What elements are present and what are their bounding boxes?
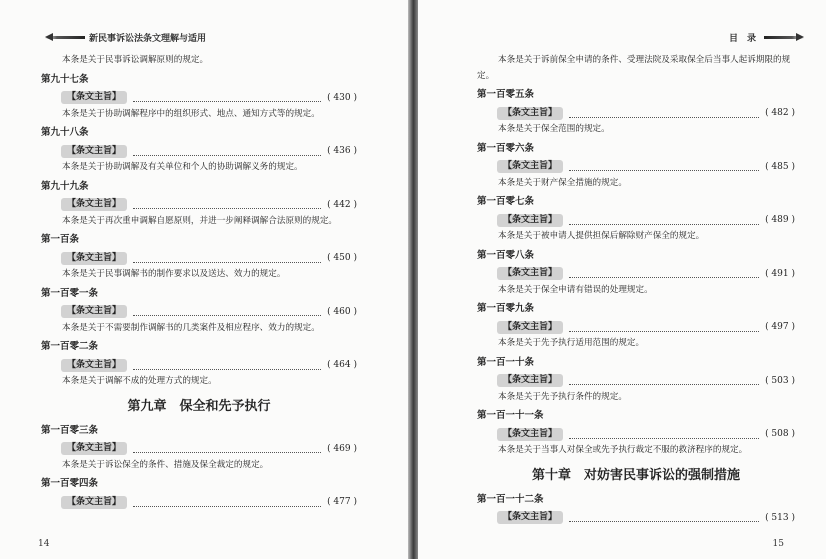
dot-leader — [569, 323, 759, 332]
dot-leader — [133, 307, 321, 316]
page-reference: ( 485 ) — [765, 161, 795, 172]
article-number: 第九十七条 — [41, 73, 89, 85]
article-gist-tag: 【条文主旨】 — [61, 91, 127, 104]
entry-description: 本条是关于协助调解程序中的组织形式、地点、通知方式等的规定。 — [62, 108, 320, 119]
dot-leader — [569, 162, 759, 171]
page-reference: ( 430 ) — [327, 92, 357, 103]
toc-row — [61, 249, 357, 267]
toc-entry — [477, 491, 795, 527]
article-gist-tag: 【条文主旨】 — [497, 511, 563, 524]
toc-row — [61, 356, 357, 374]
dot-leader — [569, 430, 759, 439]
dot-leader — [133, 147, 321, 156]
toc-row — [61, 89, 357, 107]
article-number: 第九十八条 — [41, 127, 89, 138]
page-reference: ( 491 ) — [765, 268, 795, 279]
page-reference: ( 503 ) — [765, 375, 795, 386]
running-head — [729, 31, 804, 44]
article-number: 第一百零一条 — [41, 287, 99, 299]
page-reference: ( 513 ) — [765, 512, 795, 523]
chapter-heading: 第九章 保全和先予执行 — [127, 398, 271, 414]
dot-leader — [133, 93, 321, 102]
dot-leader — [569, 109, 759, 118]
toc-row — [497, 265, 795, 283]
article-gist-tag: 【条文主旨】 — [497, 321, 563, 334]
toc-entry — [41, 475, 357, 511]
toc-row — [497, 425, 795, 443]
page-number: 15 — [772, 539, 784, 549]
entry-description: 本条是关于协助调解及有关单位和个人的协助调解义务的规定。 — [62, 162, 303, 172]
toc-row — [61, 303, 357, 321]
page-reference: ( 464 ) — [327, 360, 357, 370]
toc-entry — [41, 178, 357, 230]
toc-entry — [41, 422, 357, 474]
page-reference: ( 489 ) — [765, 215, 795, 225]
toc-entry — [477, 247, 795, 299]
article-gist-tag: 【条文主旨】 — [497, 214, 563, 227]
page-reference: ( 450 ) — [327, 253, 357, 263]
page-reference: ( 482 ) — [765, 108, 795, 118]
toc-entry — [477, 140, 795, 192]
dot-leader — [569, 269, 759, 278]
article-number: 第一百一十二条 — [477, 493, 544, 505]
dot-leader — [133, 444, 321, 453]
running-head — [45, 31, 206, 44]
arrow-right-icon — [764, 36, 804, 39]
toc-entry — [41, 124, 357, 176]
running-head-title: 目 录 — [728, 34, 756, 44]
left-page — [0, 0, 408, 559]
entry-description: 本条是关于保全申请有错误的处理规定。 — [498, 284, 653, 295]
page-reference: ( 508 ) — [765, 429, 795, 439]
toc-row — [497, 158, 795, 176]
article-gist-tag: 【条文主旨】 — [61, 145, 127, 158]
entry-description: 本条是关于不需要制作调解书的几类案件及相应程序、效力的规定。 — [62, 322, 320, 333]
article-gist-tag: 【条文主旨】 — [61, 305, 127, 318]
toc-row — [61, 142, 357, 160]
entry-description: 本条是关于民事调解书的制作要求以及送达、效力的规定。 — [62, 269, 286, 279]
toc-entry — [41, 71, 357, 123]
toc-entry — [477, 300, 795, 352]
article-number: 第九十九条 — [41, 180, 89, 192]
toc-row — [497, 211, 795, 229]
entry-description: 本条是关于被申请人提供担保后解除财产保全的规定。 — [498, 231, 705, 241]
page-reference: ( 442 ) — [327, 199, 357, 210]
dot-leader — [133, 498, 321, 507]
entry-description: 本条是关于先予执行条件的规定。 — [498, 391, 627, 402]
toc-row — [61, 196, 357, 214]
dot-leader — [569, 376, 759, 385]
article-number: 第一百一十一条 — [477, 410, 544, 421]
entry-description: 本条是关于调解不成的处理方式的规定。 — [62, 376, 217, 386]
toc-entry — [41, 231, 357, 283]
toc-row — [497, 509, 795, 527]
article-number: 第一百零二条 — [41, 341, 99, 352]
entry-description: 本条是关于保全范围的规定。 — [498, 124, 610, 134]
entry-description: 本条是关于当事人对保全或先予执行裁定不服的救济程序的规定。 — [498, 445, 748, 455]
article-gist-tag: 【条文主旨】 — [497, 374, 563, 387]
toc-row — [497, 318, 795, 336]
article-gist-tag: 【条文主旨】 — [497, 428, 563, 441]
toc-entry — [41, 338, 357, 390]
page-reference: ( 477 ) — [327, 497, 357, 507]
toc-content — [41, 53, 357, 511]
article-gist-tag: 【条文主旨】 — [497, 160, 563, 173]
article-gist-tag: 【条文主旨】 — [61, 198, 127, 211]
chapter-heading: 第十章 对妨害民事诉讼的强制措施 — [531, 467, 740, 483]
toc-entry — [477, 86, 795, 138]
page-reference: ( 469 ) — [327, 443, 357, 454]
article-gist-tag: 【条文主旨】 — [61, 252, 127, 265]
article-number: 第一百一十条 — [477, 356, 535, 368]
running-head-title: 新民事诉讼法条文理解与适用 — [89, 34, 207, 44]
article-gist-tag: 【条文主旨】 — [497, 267, 563, 280]
book-gutter — [408, 0, 418, 559]
dot-leader — [569, 216, 759, 225]
article-gist-tag: 【条文主旨】 — [61, 359, 127, 372]
article-number: 第一百零六条 — [477, 142, 535, 154]
article-number: 第一百零四条 — [41, 478, 99, 489]
entry-description: 本条是关于先予执行适用范围的规定。 — [498, 338, 645, 348]
toc-entry — [477, 407, 795, 459]
toc-entry — [477, 193, 795, 245]
article-number: 第一百条 — [41, 234, 80, 245]
article-number: 第一百零七条 — [477, 196, 535, 207]
right-page — [418, 0, 826, 559]
arrow-left-icon — [45, 36, 85, 39]
article-gist-tag: 【条文主旨】 — [61, 496, 127, 509]
article-number: 第一百零九条 — [477, 303, 535, 314]
toc-entry — [477, 354, 795, 406]
entry-description: 本条是关于财产保全措施的规定。 — [498, 177, 627, 188]
entry-description: 本条是关于诉前保全申请的条件、受理法院及采取保全后当事人起诉期限的规定。 — [477, 55, 791, 81]
page-reference: ( 460 ) — [327, 306, 357, 317]
page-number: 14 — [38, 539, 50, 549]
toc-content — [477, 53, 795, 527]
toc-entry — [41, 285, 357, 337]
dot-leader — [133, 361, 321, 370]
toc-row — [61, 493, 357, 511]
toc-row — [497, 372, 795, 390]
toc-row — [61, 440, 357, 458]
article-gist-tag: 【条文主旨】 — [497, 107, 563, 120]
article-number: 第一百零五条 — [477, 89, 535, 100]
page-reference: ( 497 ) — [765, 322, 795, 332]
article-gist-tag: 【条文主旨】 — [61, 442, 127, 455]
entry-description: 本条是关于再次重申调解自愿原则，并进一步阐释调解合法原则的规定。 — [62, 215, 338, 226]
dot-leader — [133, 254, 321, 263]
entry-description: 本条是关于诉讼保全的条件、措施及保全裁定的规定。 — [62, 459, 269, 470]
dot-leader — [133, 200, 321, 209]
article-number: 第一百零八条 — [477, 249, 535, 261]
page-reference: ( 436 ) — [327, 146, 357, 156]
entry-description: 本条是关于民事诉讼调解原则的规定。 — [62, 55, 209, 65]
article-number: 第一百零三条 — [41, 424, 99, 436]
toc-row — [497, 104, 795, 122]
dot-leader — [569, 513, 759, 522]
